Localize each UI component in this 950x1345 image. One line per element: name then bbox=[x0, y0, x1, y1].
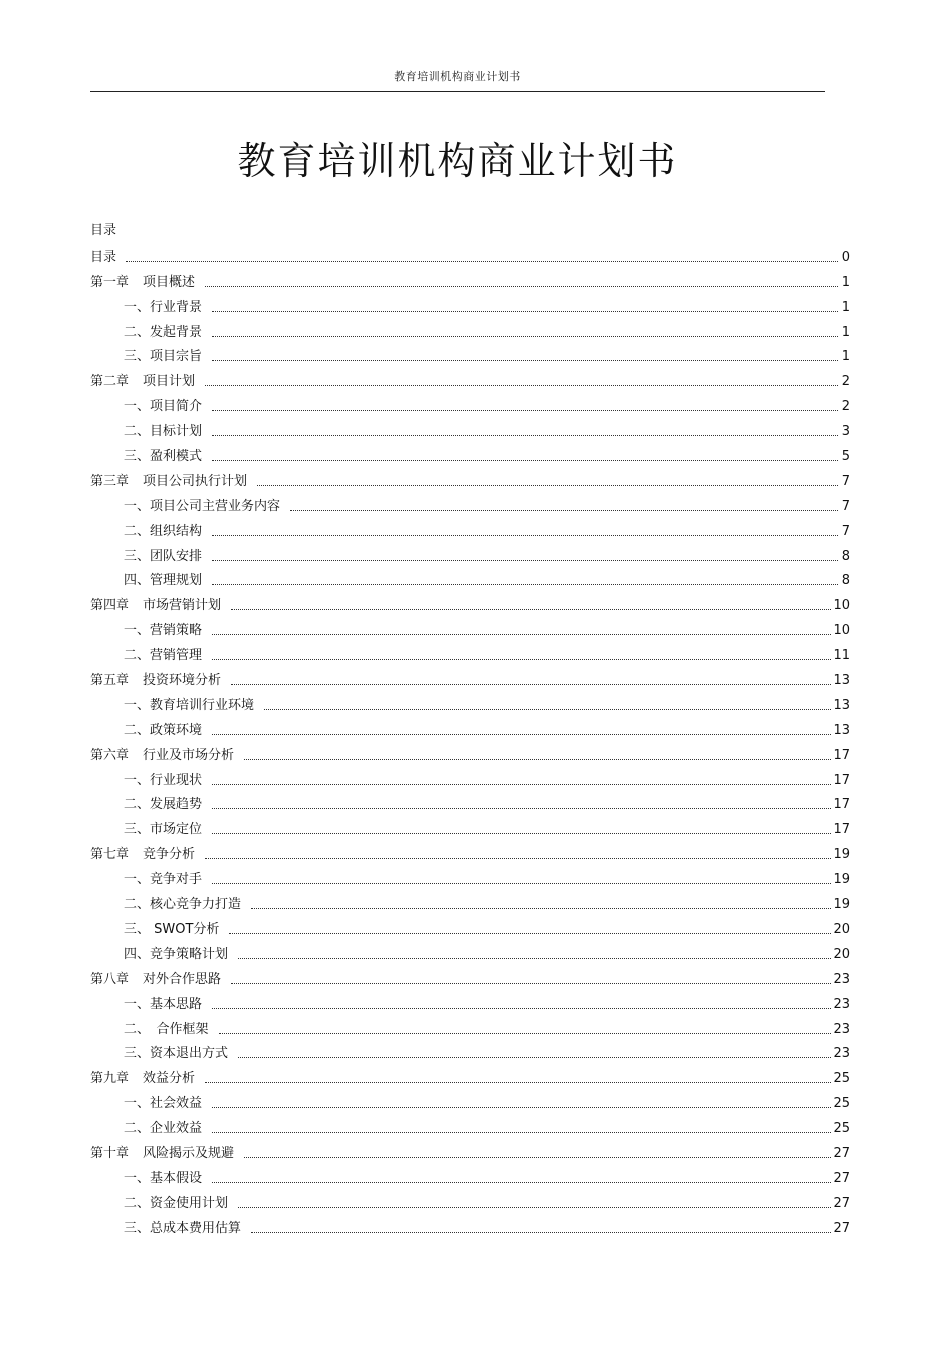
toc-dot-leader bbox=[212, 1008, 831, 1009]
toc-entry-label bbox=[124, 947, 238, 963]
toc-chapter-entry[interactable] bbox=[90, 589, 850, 614]
toc-section-entry[interactable] bbox=[90, 565, 850, 590]
toc-entry-text: 二、 合作框架 bbox=[124, 1021, 209, 1037]
toc-dot-leader bbox=[126, 261, 838, 262]
toc-entry-label bbox=[124, 449, 212, 465]
toc-chapter-number: 第三章 bbox=[90, 473, 130, 489]
toc-dot-leader bbox=[238, 1057, 831, 1058]
toc-page-number: 2 bbox=[841, 399, 850, 415]
toc-dot-leader bbox=[231, 684, 831, 685]
toc-dot-leader bbox=[251, 908, 831, 909]
toc-page-number: 17 bbox=[833, 772, 850, 788]
toc-entry-label bbox=[90, 748, 244, 764]
toc-dot-leader bbox=[205, 385, 838, 386]
toc-page-number: 17 bbox=[833, 822, 850, 838]
toc-page-number: 11 bbox=[833, 648, 850, 664]
toc-chapter-number: 第四章 bbox=[90, 598, 130, 614]
toc-entry-label bbox=[124, 1096, 212, 1112]
toc-section-entry[interactable] bbox=[90, 440, 850, 465]
table-of-contents bbox=[90, 241, 850, 1237]
toc-entry-label bbox=[124, 1221, 251, 1237]
toc-entry-text: 竞争分析 bbox=[143, 847, 196, 863]
toc-entry-label bbox=[124, 549, 212, 565]
toc-dot-leader bbox=[212, 734, 831, 735]
toc-entry-text: 风险揭示及规避 bbox=[143, 1145, 235, 1161]
toc-entry-text: 市场营销计划 bbox=[143, 598, 222, 614]
toc-section-entry[interactable] bbox=[90, 789, 850, 814]
toc-dot-leader bbox=[212, 833, 831, 834]
toc-entry-text: 二、组织结构 bbox=[124, 523, 203, 539]
toc-page-number: 5 bbox=[841, 449, 850, 465]
toc-entry-label bbox=[124, 1046, 238, 1062]
toc-dot-leader bbox=[212, 784, 831, 785]
toc-entry-label bbox=[124, 997, 212, 1013]
toc-entry-text: 二、营销管理 bbox=[124, 648, 203, 664]
toc-entry-text: 一、教育培训行业环境 bbox=[124, 697, 255, 713]
toc-section-entry[interactable] bbox=[90, 341, 850, 366]
toc-entry-label bbox=[124, 1171, 212, 1187]
toc-page-number: 27 bbox=[833, 1170, 850, 1186]
toc-page-number: 13 bbox=[833, 673, 850, 689]
toc-page-number: 7 bbox=[841, 523, 850, 539]
toc-entry-label bbox=[124, 723, 212, 739]
toc-section-entry[interactable] bbox=[90, 515, 850, 540]
toc-entry-label bbox=[90, 673, 231, 689]
toc-entry-label bbox=[124, 1121, 212, 1137]
toc-entry-label bbox=[124, 573, 212, 589]
toc-chapter-number: 第八章 bbox=[90, 971, 130, 987]
toc-entry-text: 三、盈利模式 bbox=[124, 449, 203, 465]
toc-entry-label bbox=[124, 822, 212, 838]
toc-section-entry[interactable] bbox=[90, 764, 850, 789]
toc-section-entry[interactable] bbox=[90, 1187, 850, 1212]
toc-entry-text: 一、行业现状 bbox=[124, 772, 203, 788]
toc-entry-text: 三、资本退出方式 bbox=[124, 1046, 229, 1062]
toc-dot-leader bbox=[212, 634, 831, 635]
toc-chapter-entry[interactable] bbox=[90, 241, 850, 266]
toc-chapter-entry[interactable] bbox=[90, 838, 850, 863]
toc-entry-text: 三、市场定位 bbox=[124, 822, 203, 838]
toc-page-number: 1 bbox=[841, 349, 850, 365]
toc-page-number: 23 bbox=[833, 1021, 850, 1037]
toc-page-number: 25 bbox=[833, 1071, 850, 1087]
toc-dot-leader bbox=[212, 535, 838, 536]
toc-section-entry[interactable] bbox=[90, 316, 850, 341]
toc-entry-label bbox=[124, 499, 290, 515]
toc-entry-label bbox=[124, 300, 212, 316]
toc-entry-label bbox=[90, 847, 205, 863]
toc-page-number: 13 bbox=[833, 697, 850, 713]
toc-chapter-entry[interactable] bbox=[90, 266, 850, 291]
toc-dot-leader bbox=[212, 1107, 831, 1108]
toc-entry-label bbox=[124, 897, 251, 913]
toc-chapter-number: 第五章 bbox=[90, 673, 130, 689]
toc-dot-leader bbox=[212, 659, 831, 660]
toc-entry-text: 项目计划 bbox=[143, 374, 196, 390]
toc-section-entry[interactable] bbox=[90, 291, 850, 316]
toc-entry-label bbox=[90, 598, 231, 614]
toc-entry-label bbox=[90, 1146, 244, 1162]
toc-entry-text: 四、竞争策略计划 bbox=[124, 946, 229, 962]
header-divider bbox=[90, 91, 825, 92]
toc-dot-leader bbox=[238, 1207, 831, 1208]
toc-dot-leader bbox=[212, 435, 838, 436]
toc-entry-text: 三、总成本费用估算 bbox=[124, 1220, 242, 1236]
toc-page-number: 25 bbox=[833, 1121, 850, 1137]
toc-entry-label bbox=[124, 773, 212, 789]
toc-entry-text: 项目公司执行计划 bbox=[143, 473, 248, 489]
toc-entry-text: 三、项目宗旨 bbox=[124, 349, 203, 365]
toc-dot-leader bbox=[238, 958, 831, 959]
toc-chapter-entry[interactable] bbox=[90, 664, 850, 689]
toc-entry-text: 三、团队安排 bbox=[124, 548, 203, 564]
toc-page-number: 23 bbox=[833, 996, 850, 1012]
toc-section-entry[interactable] bbox=[90, 1013, 850, 1038]
toc-entry-text: 效益分析 bbox=[143, 1071, 196, 1087]
toc-page-number: 1 bbox=[841, 324, 850, 340]
toc-chapter-number: 第一章 bbox=[90, 274, 130, 290]
toc-section-entry[interactable] bbox=[90, 1112, 850, 1137]
toc-entry-label bbox=[124, 648, 212, 664]
toc-chapter-number: 第九章 bbox=[90, 1071, 130, 1087]
toc-dot-leader bbox=[244, 1157, 831, 1158]
toc-entry-text: 二、核心竞争力打造 bbox=[124, 897, 242, 913]
toc-page-number: 3 bbox=[841, 424, 850, 440]
toc-entry-text: 项目概述 bbox=[143, 274, 196, 290]
toc-chapter-number: 第十章 bbox=[90, 1145, 130, 1161]
toc-dot-leader bbox=[244, 759, 831, 760]
toc-entry-label bbox=[124, 797, 212, 813]
toc-page-number: 27 bbox=[833, 1220, 850, 1236]
toc-entry-text: 一、社会效益 bbox=[124, 1096, 203, 1112]
toc-entry-text: 一、基本思路 bbox=[124, 996, 203, 1012]
toc-entry-label bbox=[124, 524, 212, 540]
toc-entry-text: 一、基本假设 bbox=[124, 1170, 203, 1186]
toc-dot-leader bbox=[212, 584, 838, 585]
toc-entry-text: 二、发展趋势 bbox=[124, 797, 203, 813]
toc-section-entry[interactable] bbox=[90, 988, 850, 1013]
toc-page-number: 1 bbox=[841, 299, 850, 315]
toc-entry-label bbox=[124, 698, 264, 714]
toc-page-number: 27 bbox=[833, 1145, 850, 1161]
toc-entry-label bbox=[90, 275, 205, 291]
toc-dot-leader bbox=[212, 883, 831, 884]
toc-entry-text: 三、 SWOT分析 bbox=[124, 921, 220, 937]
toc-section-entry[interactable] bbox=[90, 1038, 850, 1063]
toc-page-number: 10 bbox=[833, 598, 850, 614]
toc-entry-label bbox=[124, 424, 212, 440]
toc-entry-label bbox=[124, 325, 212, 341]
toc-page-number: 20 bbox=[833, 921, 850, 937]
toc-entry-text: 二、企业效益 bbox=[124, 1121, 203, 1137]
toc-entry-label bbox=[124, 1196, 238, 1212]
toc-entry-label bbox=[124, 872, 212, 888]
toc-chapter-number: 第七章 bbox=[90, 847, 130, 863]
toc-dot-leader bbox=[212, 1132, 831, 1133]
toc-entry-label bbox=[124, 399, 212, 415]
toc-page-number: 8 bbox=[841, 548, 850, 564]
toc-heading: 目录 bbox=[90, 223, 117, 238]
toc-dot-leader bbox=[212, 808, 831, 809]
toc-page-number: 19 bbox=[833, 872, 850, 888]
toc-dot-leader bbox=[212, 560, 838, 561]
toc-dot-leader bbox=[290, 510, 838, 511]
toc-page-number: 23 bbox=[833, 1046, 850, 1062]
toc-dot-leader bbox=[212, 336, 838, 337]
toc-entry-text: 一、行业背景 bbox=[124, 299, 203, 315]
toc-section-entry[interactable] bbox=[90, 490, 850, 515]
toc-entry-text: 对外合作思路 bbox=[143, 971, 222, 987]
toc-entry-text: 行业及市场分析 bbox=[143, 747, 235, 763]
toc-page-number: 10 bbox=[833, 623, 850, 639]
toc-entry-label bbox=[90, 972, 231, 988]
toc-entry-text: 二、政策环境 bbox=[124, 722, 203, 738]
toc-entry-text: 投资环境分析 bbox=[143, 673, 222, 689]
toc-page-number: 19 bbox=[833, 897, 850, 913]
toc-section-entry[interactable] bbox=[90, 1212, 850, 1237]
toc-page-number: 17 bbox=[833, 797, 850, 813]
toc-section-entry[interactable] bbox=[90, 863, 850, 888]
toc-dot-leader bbox=[212, 1182, 831, 1183]
toc-chapter-entry[interactable] bbox=[90, 365, 850, 390]
toc-page-number: 13 bbox=[833, 722, 850, 738]
toc-entry-label bbox=[124, 1022, 219, 1038]
toc-page-number: 19 bbox=[833, 847, 850, 863]
toc-page-number: 0 bbox=[841, 249, 850, 265]
toc-entry-label bbox=[90, 250, 126, 266]
toc-chapter-entry[interactable] bbox=[90, 1062, 850, 1087]
toc-dot-leader bbox=[229, 933, 831, 934]
toc-section-entry[interactable] bbox=[90, 540, 850, 565]
toc-section-entry[interactable] bbox=[90, 689, 850, 714]
toc-page-number: 25 bbox=[833, 1096, 850, 1112]
toc-dot-leader bbox=[251, 1232, 831, 1233]
toc-page-number: 8 bbox=[841, 573, 850, 589]
toc-section-entry[interactable] bbox=[90, 913, 850, 938]
toc-dot-leader bbox=[231, 983, 831, 984]
toc-chapter-number: 第二章 bbox=[90, 374, 130, 390]
toc-entry-text: 二、资金使用计划 bbox=[124, 1195, 229, 1211]
toc-dot-leader bbox=[205, 858, 831, 859]
running-header: 教育培训机构商业计划书 bbox=[394, 70, 521, 83]
toc-entry-text: 目录 bbox=[90, 249, 117, 265]
toc-chapter-entry[interactable] bbox=[90, 465, 850, 490]
toc-section-entry[interactable] bbox=[90, 390, 850, 415]
toc-section-entry[interactable] bbox=[90, 888, 850, 913]
toc-page-number: 7 bbox=[841, 498, 850, 514]
toc-page-number: 17 bbox=[833, 747, 850, 763]
toc-section-entry[interactable] bbox=[90, 1162, 850, 1187]
toc-entry-text: 一、竞争对手 bbox=[124, 872, 203, 888]
toc-entry-label bbox=[124, 349, 212, 365]
toc-entry-text: 四、管理规划 bbox=[124, 573, 203, 589]
toc-chapter-entry[interactable] bbox=[90, 963, 850, 988]
toc-dot-leader bbox=[264, 709, 831, 710]
toc-dot-leader bbox=[231, 609, 831, 610]
toc-chapter-entry[interactable] bbox=[90, 1137, 850, 1162]
toc-section-entry[interactable] bbox=[90, 938, 850, 963]
toc-dot-leader bbox=[257, 485, 838, 486]
toc-entry-text: 一、营销策略 bbox=[124, 623, 203, 639]
toc-dot-leader bbox=[212, 410, 838, 411]
toc-page-number: 1 bbox=[841, 274, 850, 290]
toc-entry-label bbox=[90, 374, 205, 390]
toc-entry-text: 一、项目公司主营业务内容 bbox=[124, 498, 281, 514]
toc-section-entry[interactable] bbox=[90, 639, 850, 664]
toc-section-entry[interactable] bbox=[90, 415, 850, 440]
toc-entry-label bbox=[124, 623, 212, 639]
toc-chapter-number: 第六章 bbox=[90, 747, 130, 763]
toc-section-entry[interactable] bbox=[90, 614, 850, 639]
toc-entry-text: 二、目标计划 bbox=[124, 424, 203, 440]
toc-dot-leader bbox=[205, 286, 838, 287]
toc-page-number: 27 bbox=[833, 1195, 850, 1211]
toc-page-number: 7 bbox=[841, 473, 850, 489]
toc-entry-label bbox=[124, 922, 229, 938]
toc-page-number: 2 bbox=[841, 374, 850, 390]
toc-page-number: 23 bbox=[833, 971, 850, 987]
toc-entry-label bbox=[90, 474, 257, 490]
toc-page-number: 20 bbox=[833, 946, 850, 962]
toc-dot-leader bbox=[212, 460, 838, 461]
toc-section-entry[interactable] bbox=[90, 1087, 850, 1112]
toc-dot-leader bbox=[212, 360, 838, 361]
toc-dot-leader bbox=[219, 1033, 832, 1034]
toc-entry-text: 二、发起背景 bbox=[124, 324, 203, 340]
toc-section-entry[interactable] bbox=[90, 714, 850, 739]
toc-entry-text: 一、项目简介 bbox=[124, 399, 203, 415]
toc-dot-leader bbox=[212, 311, 838, 312]
toc-chapter-entry[interactable] bbox=[90, 739, 850, 764]
document-title: 教育培训机构商业计划书 bbox=[237, 139, 678, 183]
toc-section-entry[interactable] bbox=[90, 813, 850, 838]
toc-dot-leader bbox=[205, 1082, 831, 1083]
toc-entry-label bbox=[90, 1071, 205, 1087]
